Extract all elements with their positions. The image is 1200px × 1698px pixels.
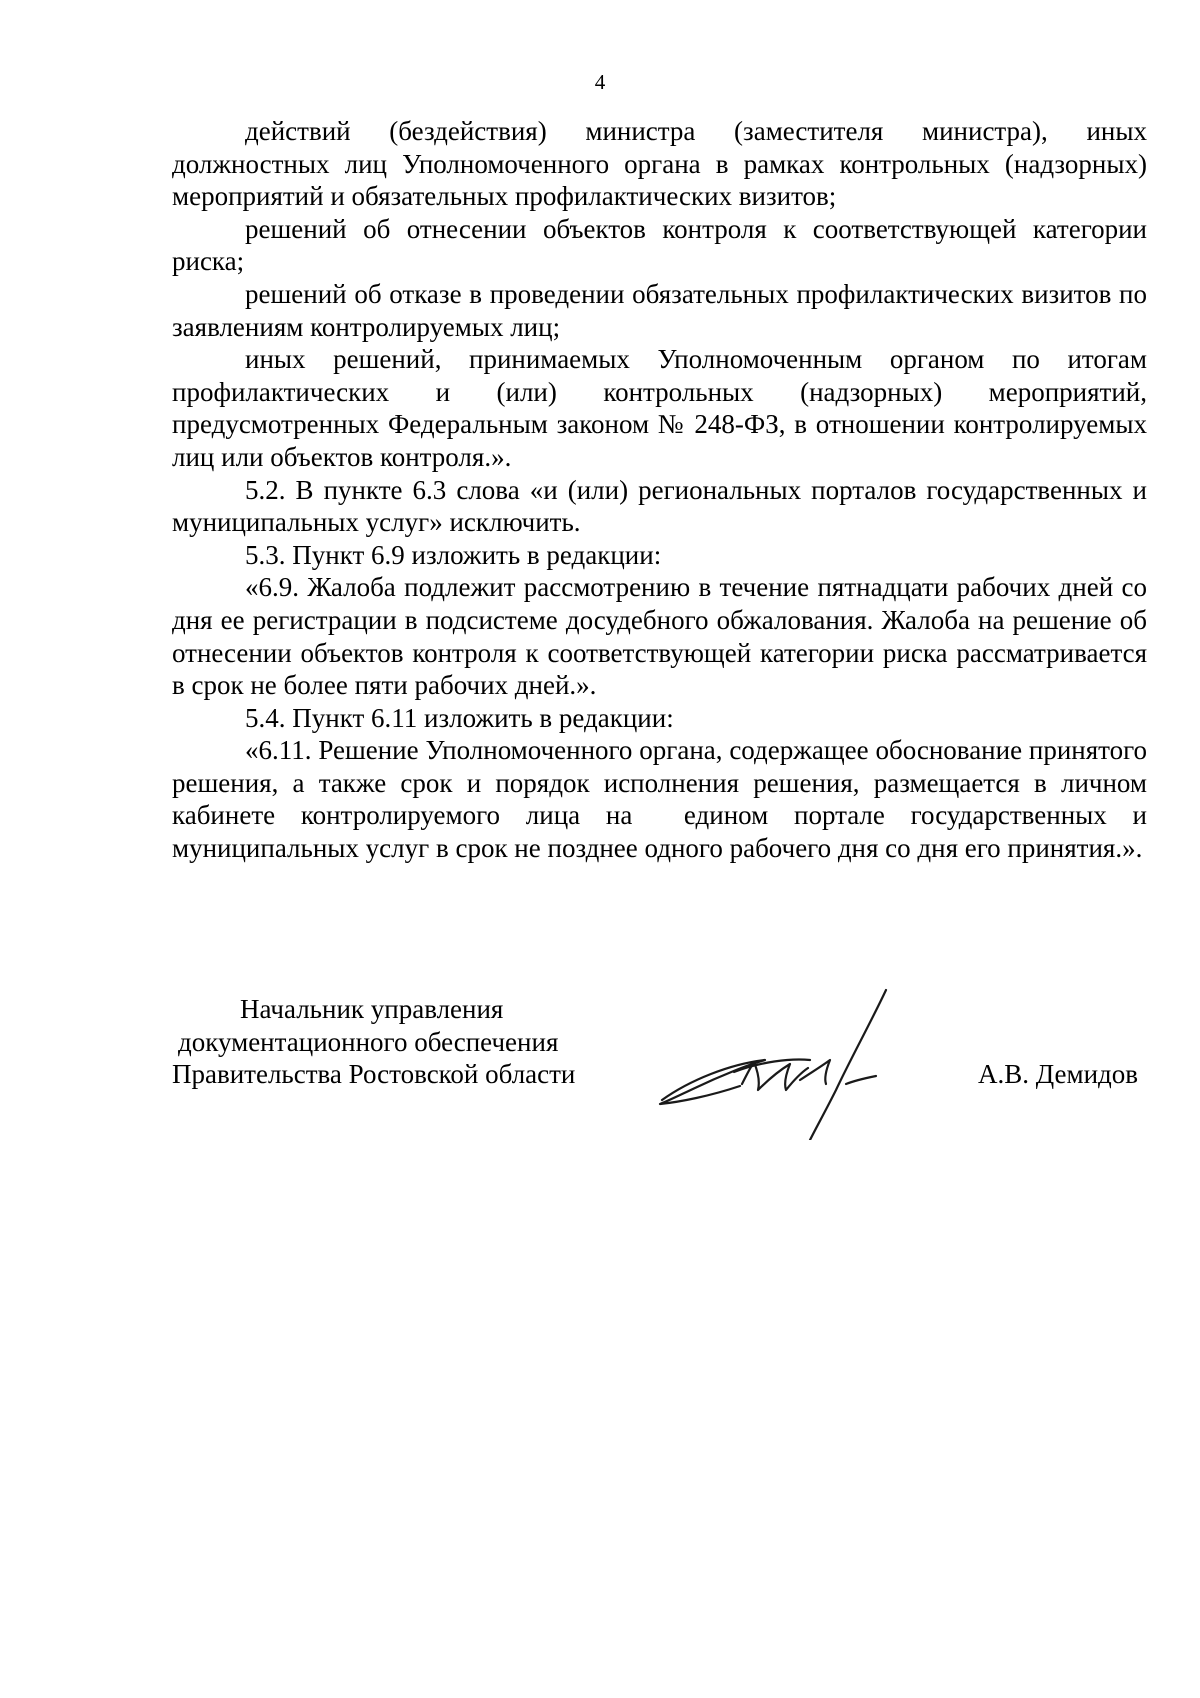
signer-position-line: Начальник управления bbox=[240, 994, 504, 1024]
paragraph-6-9: «6.9. Жалоба подлежит рассмотрению в течение пятнадцати рабочих дней со дня ее регистрации в подсистеме досудебного обжалования. Жалоба на решение об отнесении объектов контроля к соответствующей категории риска рассматривается в срок не более пяти рабочих дней.». bbox=[172, 572, 1154, 701]
paragraph-refusal: решений об отказе в проведении обязательных профилактических визитов по заявлениям контролируемых лиц; bbox=[172, 278, 1154, 342]
handwritten-signature bbox=[650, 980, 950, 1140]
paragraph-risk-category: решений об отнесении объектов контроля к соответствующей категории риска; bbox=[172, 213, 1154, 277]
signer-position-line: Правительства Ростовской области bbox=[172, 1059, 576, 1090]
paragraph-actions: действий (бездействия) министра (заместителя министра), иных должностных лиц Уполномоченного органа в рамках контрольных (надзорных) мероприятий и обязательных профилактических визитов; bbox=[172, 116, 1154, 212]
paragraph-5-2: 5.2. В пункте 6.3 слова «и (или) региональных порталов государственных и муниципальных услуг» исключить. bbox=[172, 474, 1154, 538]
signer-position bbox=[172, 993, 575, 1091]
signer-position-line: документационного обеспечения bbox=[178, 1026, 559, 1057]
paragraph-other-decisions: иных решений, принимаемых Уполномоченным органом по итогам профилактических и (или) контрольных (надзорных) мероприятий, предусмотренных Федеральным законом № 248-ФЗ, в отношении контролируемых лиц или объектов контроля.». bbox=[172, 344, 1154, 472]
paragraph-5-4: 5.4. Пункт 6.11 изложить в редакции: bbox=[245, 702, 674, 733]
signer-name: А.В. Демидов bbox=[978, 1059, 1139, 1089]
paragraph-6-11: «6.11. Решение Уполномоченного органа, содержащее обоснование принятого решения, а также срок и порядок исполнения решения, размещается в личном кабинете контролируемого лица на едином портале государственных и муниципальных услуг в срок не позднее одного рабочего дня со дня его принятия.». bbox=[172, 735, 1154, 864]
page-number: 4 bbox=[594, 70, 606, 94]
document-body bbox=[172, 115, 1154, 865]
paragraph-5-3: 5.3. Пункт 6.9 изложить в редакции: bbox=[245, 539, 662, 570]
